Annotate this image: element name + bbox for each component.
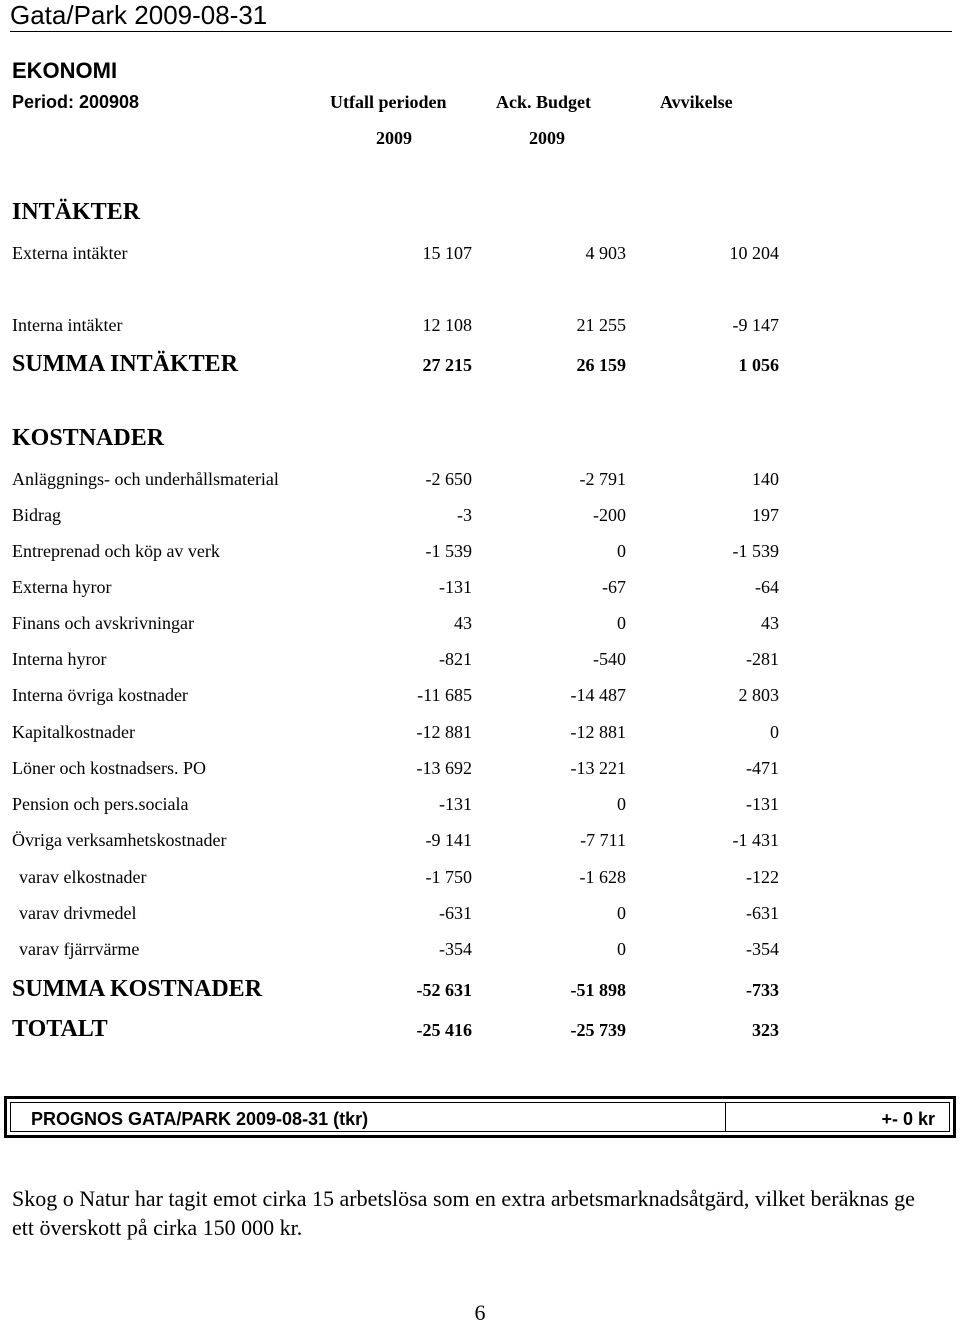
row-label: Pension och pers.sociala [12,794,189,814]
row-value-utfall: -131 [439,577,472,597]
row-value-utfall: -9 141 [425,830,472,850]
row-value-avvikelse: -1 431 [732,830,779,850]
table-row [0,536,960,566]
prognos-box [4,1096,956,1138]
row-value-budget: -7 711 [580,830,626,850]
row-value-utfall: -1 539 [425,541,472,561]
row-value-utfall: -2 650 [425,469,472,489]
row-label: Kapitalkostnader [12,722,135,742]
column-year-budget: 2009 [529,128,565,148]
table-row [0,310,960,340]
row-label: Interna intäkter [12,315,123,335]
row-value-utfall: -1 750 [425,867,472,887]
row-label: Anläggnings- och underhållsmaterial [12,469,279,489]
row-value-avvikelse: -122 [746,867,779,887]
kostnader-heading: KOSTNADER [12,425,165,451]
row-value-budget: 0 [617,903,626,923]
row-value-utfall: -631 [439,903,472,923]
row-value-budget: -14 487 [570,685,626,705]
row-value-budget: -25 739 [570,1020,626,1040]
row-value-utfall: -12 881 [416,722,472,742]
row-value-utfall: 12 108 [422,315,472,335]
row-label: Externa intäkter [12,243,128,263]
intakter-heading: INTÄKTER [12,199,141,225]
row-value-utfall: -3 [457,505,472,525]
row-value-budget: 0 [617,541,626,561]
row-label: Bidrag [12,505,61,525]
row-label: Interna övriga kostnader [12,685,188,705]
table-row [0,825,960,855]
row-value-avvikelse: -733 [746,980,779,1000]
row-value-budget: -1 628 [579,867,626,887]
table-row [0,934,960,964]
row-value-avvikelse: 323 [752,1020,779,1040]
row-value-avvikelse: 1 056 [738,355,779,375]
row-value-budget: 0 [617,794,626,814]
row-value-budget: 26 159 [576,355,626,375]
row-value-utfall: -11 685 [417,685,472,705]
table-row [0,898,960,928]
section-title: EKONOMI [12,58,118,83]
row-value-budget: -51 898 [570,980,626,1000]
row-value-budget: -540 [593,649,626,669]
row-value-budget: -2 791 [579,469,626,489]
row-value-budget: 0 [617,939,626,959]
document-title: Gata/Park 2009-08-31 [10,0,268,30]
table-row [0,464,960,494]
row-label: TOTALT [12,1016,108,1042]
row-value-avvikelse: 2 803 [738,685,779,705]
row-label: Entreprenad och köp av verk [12,541,220,561]
row-value-budget: 0 [617,613,626,633]
row-label: Externa hyror [12,577,112,597]
row-value-avvikelse: -1 539 [732,541,779,561]
table-row [0,608,960,638]
row-value-utfall: -821 [439,649,472,669]
row-value-utfall: 15 107 [422,243,472,263]
row-value-avvikelse: -64 [755,577,779,597]
row-label: SUMMA INTÄKTER [12,351,239,377]
table-row [0,572,960,602]
row-label: Finans och avskrivningar [12,613,194,633]
row-value-avvikelse: -354 [746,939,779,959]
row-label: varav fjärrvärme [19,939,140,959]
row-value-avvikelse: 0 [770,722,779,742]
totalt-row [0,1015,960,1045]
table-row [0,500,960,530]
row-value-utfall: 43 [454,613,472,633]
row-value-budget: -12 881 [570,722,626,742]
row-value-avvikelse: -9 147 [732,315,779,335]
row-value-avvikelse: -281 [746,649,779,669]
row-value-utfall: 27 215 [422,355,472,375]
row-value-utfall: -25 416 [416,1020,472,1040]
row-label: Interna hyror [12,649,107,669]
column-header-budget: Ack. Budget [496,92,592,112]
period-label: Period: 200908 [12,92,140,112]
row-label: SUMMA KOSTNADER [12,976,263,1002]
column-header-avvikelse: Avvikelse [660,92,733,112]
table-row [0,862,960,892]
prognos-divider [725,1103,726,1131]
summa-intakter-row [0,350,960,380]
row-value-avvikelse: -631 [746,903,779,923]
row-label: varav elkostnader [19,867,147,887]
header-rule [10,31,952,32]
row-value-utfall: -131 [439,794,472,814]
row-value-avvikelse: -131 [746,794,779,814]
prognos-label: PROGNOS GATA/PARK 2009-08-31 (tkr) [31,1109,369,1129]
table-row [0,753,960,783]
table-row [0,238,960,268]
row-value-budget: -13 221 [570,758,626,778]
table-row [0,680,960,710]
row-label: Övriga verksamhetskostnader [12,830,227,850]
prognos-value: +- 0 kr [881,1109,935,1129]
row-value-avvikelse: 10 204 [729,243,779,263]
row-value-utfall: -13 692 [416,758,472,778]
table-row [0,789,960,819]
column-year-utfall: 2009 [376,128,412,148]
table-row [0,717,960,747]
row-label: Löner och kostnadsers. PO [12,758,206,778]
row-value-budget: 21 255 [576,315,626,335]
summa-kostnader-row [0,975,960,1005]
page-number: 6 [474,1300,486,1325]
row-value-budget: -200 [593,505,626,525]
note-paragraph: Skog o Natur har tagit emot cirka 15 arbetslösa som en extra arbetsmarknadsåtgärd, vilket beräknas ge ett överskott på cirka 150 000 kr. [12,1186,915,1240]
row-value-avvikelse: 43 [761,613,779,633]
prognos-inner-frame [10,1102,950,1132]
row-value-avvikelse: 140 [752,469,779,489]
row-value-utfall: -52 631 [416,980,472,1000]
column-header-utfall: Utfall perioden [330,92,447,112]
table-row [0,644,960,674]
row-label: varav drivmedel [19,903,137,923]
row-value-budget: -67 [602,577,626,597]
row-value-utfall: -354 [439,939,472,959]
row-value-budget: 4 903 [585,243,626,263]
row-value-avvikelse: -471 [746,758,779,778]
row-value-avvikelse: 197 [752,505,779,525]
